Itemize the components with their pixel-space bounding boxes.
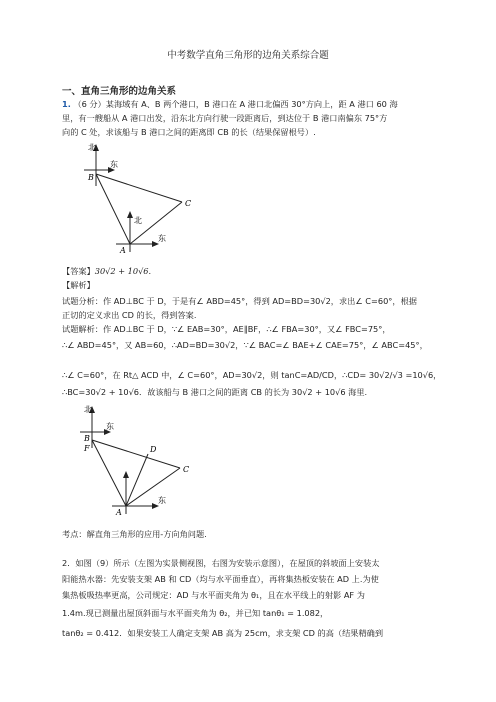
answer-line: 【答案】30√2 + 10√6. xyxy=(62,266,152,276)
page-title: 中考数学直角三角形的边角关系综合题 xyxy=(167,50,329,61)
east-label-a2: 东 xyxy=(158,496,166,505)
segment-bc xyxy=(96,174,182,202)
point-label-b: B xyxy=(88,173,94,182)
analysis-label: 【解析】 xyxy=(62,280,95,290)
segment-bc-2 xyxy=(92,440,180,468)
solution-line-4: ∴∠ ABD=45°，又 AB=60，∴AD=BD=30√2，∵∠ BAC=∠ BAE+∠ CAE=75°，∠ ABC=45°， xyxy=(62,340,428,350)
q2-line-5: tanθ₂ = 0.412．如果安装工人确定支架 AB 高为 25cm，求支架 CD 的高（结果精确到 xyxy=(62,628,384,638)
q2-line-2: 阳能热水器：先安装支架 AB 和 CD（均与水平面垂直），再将集热板安装在 AD 上.为使 xyxy=(62,574,379,584)
north-label-1: 北 xyxy=(88,143,96,152)
north-arrow-a2 xyxy=(123,471,129,478)
north-arrow-a xyxy=(127,211,133,218)
solution-line-6: ∴BC=30√2 + 10√6．故该船与 B 港口之间的距离 CB 的长为 30√2 + 10√6 海里. xyxy=(62,387,368,397)
point-label-c2: C xyxy=(183,465,190,474)
q1-number: 1. xyxy=(62,99,71,109)
q2-line-4: 1.4m.现已测量出屋顶斜面与水平面夹角为 θ₂，并已知 tanθ₁ = 1.082， xyxy=(62,608,329,618)
kaodian-note: 考点：解直角三角形的应用-方向角问题. xyxy=(62,529,207,539)
segment-ab xyxy=(96,174,130,244)
point-label-d: D xyxy=(150,445,157,454)
point-label-c: C xyxy=(185,199,192,208)
q1-line-1: 1. （6 分）某海域有 A、B 两个港口，B 港口在 A 港口北偏西 30°方向上，距 A 港口 60 海 xyxy=(62,99,398,109)
east-label-1: 东 xyxy=(110,160,118,169)
figure-2-diagram xyxy=(70,402,220,520)
q1-line-3: 向的 C 处，求该船与 B 港口之间的距离即 CB 的长（结果保留根号）. xyxy=(62,127,316,137)
q2-line-1: 2．如图（9）所示（左图为实景侧视图，右图为安装示意图），在屋顶的斜坡面上安装太 xyxy=(62,558,380,568)
section-heading: 一、直角三角形的边角关系 xyxy=(62,86,177,97)
point-label-a2: A xyxy=(116,508,122,517)
solution-line-5: ∴∠ C=60°，在 Rt△ ACD 中，∠ C=60°，AD=30√2，则 tanC=AD/CD，∴CD= 30√2/√3 =10√6， xyxy=(62,370,442,380)
north-label-2: 北 xyxy=(84,405,92,414)
east-label-2: 东 xyxy=(106,422,114,431)
figure-1-diagram xyxy=(70,140,220,260)
answer-value: 30√2 + 10√6. xyxy=(94,266,152,276)
solution-line-1: 试题分析：作 AD⊥BC 于 D，于是有∠ ABD=45°，得到 AD=BD=30√2，求出∠ C=60°，根据 xyxy=(62,296,417,306)
q2-line-3: 集热板吸热率更高，公司规定：AD 与水平面夹角为 θ₁，且在水平线上的射影 AF 为 xyxy=(62,590,365,600)
point-label-f: F xyxy=(84,444,90,453)
solution-line-2: 正切的定义求出 CD 的长，得到答案. xyxy=(62,310,197,320)
segment-ab-2 xyxy=(92,440,126,506)
point-label-b2: B xyxy=(84,434,90,443)
north-label-a: 北 xyxy=(134,216,142,225)
point-label-a: A xyxy=(120,246,126,255)
east-label-a: 东 xyxy=(158,234,166,243)
solution-line-3: 试题解析：作 AD⊥BC 于 D，∵∠ EAB=30°，AE∥BF，∴∠ FBA=30°，又∠ FBC=75°， xyxy=(62,324,391,334)
q1-line-2: 里，有一艘船从 A 港口出发，沿东北方向行驶一段距离后，到达位于 B 港口南偏东 75°方 xyxy=(62,113,388,123)
